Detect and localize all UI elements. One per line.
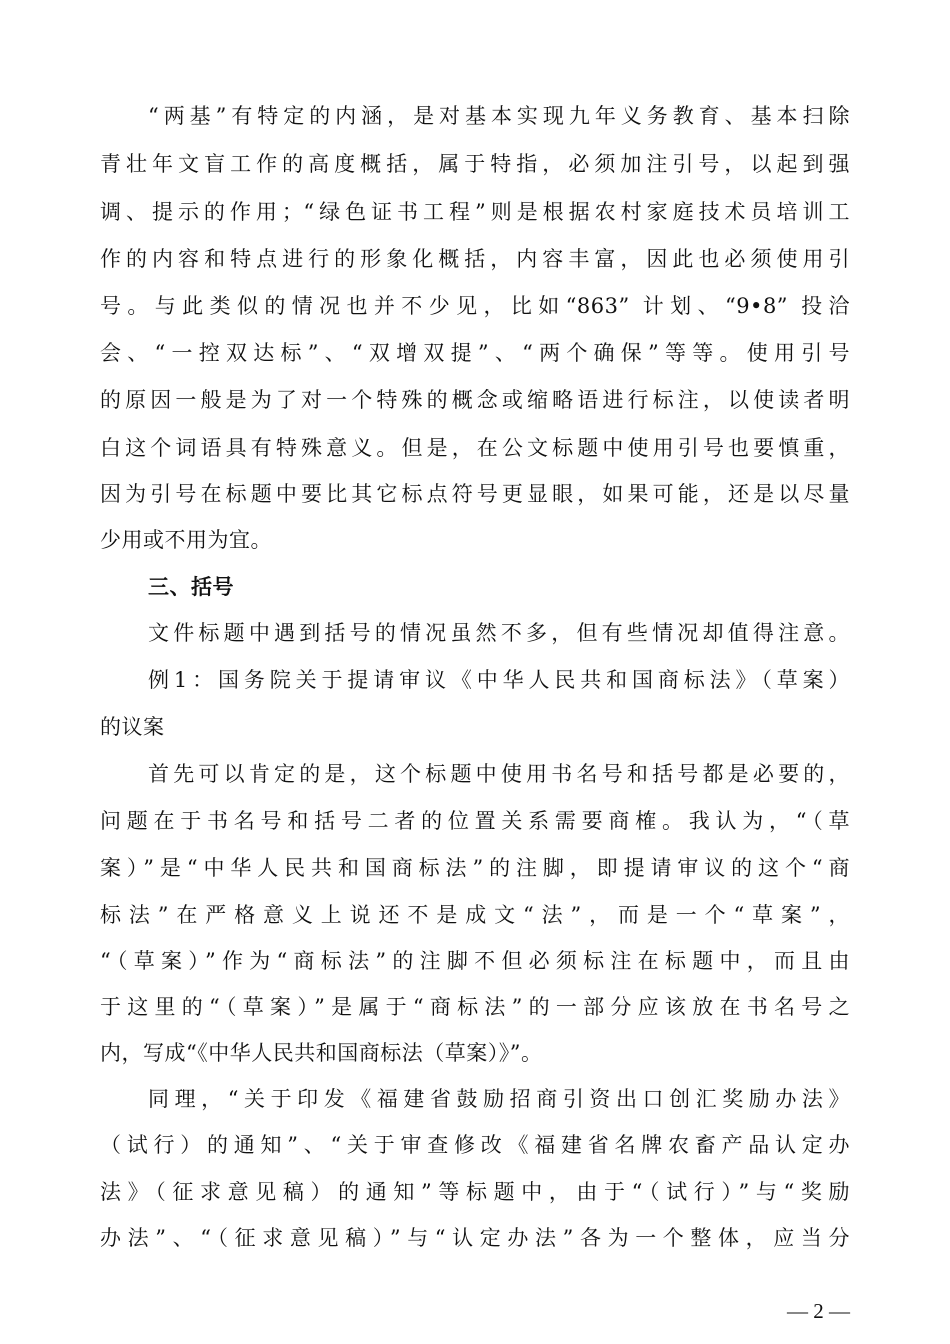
text-line: 标法”在严格意义上说还不是成文“法”，而是一个“草案”， <box>100 903 850 927</box>
text-line: 会、“一控双达标”、“双增双提”、“两个确保”等等。使用引号 <box>100 341 850 365</box>
text-line: （试行）的通知”、“关于审查修改《福建省名牌农畜产品认定办 <box>100 1133 850 1157</box>
text-line: 内，写成“《中华人民共和国商标法（草案）》”。 <box>100 1041 543 1065</box>
text-line: “两基”有特定的内涵，是对基本实现九年义务教育、基本扫除 <box>148 104 850 128</box>
text-line: 办法”、“（征求意见稿）”与“认定办法”各为一个整体，应当分 <box>100 1226 850 1250</box>
text-line: 少用或不用为宜。 <box>100 528 272 552</box>
text-line: 的议案 <box>100 715 165 739</box>
text-line: 青壮年文盲工作的高度概括，属于特指，必须加注引号，以起到强 <box>100 152 850 176</box>
text-line: “（草案）”作为“商标法”的注脚不但必须标注在标题中，而且由 <box>100 949 850 973</box>
section-heading: 三、括号 <box>148 574 234 599</box>
text-line: 因为引号在标题中要比其它标点符号更显眼，如果可能，还是以尽量 <box>100 482 850 506</box>
text-line: 首先可以肯定的是，这个标题中使用书名号和括号都是必要的， <box>148 762 850 786</box>
text-line: 号。与此类似的情况也并不少见，比如“863” 计划、“9•8” 投洽 <box>100 294 850 318</box>
text-line: 法》（征求意见稿）的通知”等标题中，由于“（试行）”与“奖励 <box>100 1180 850 1204</box>
text-line: 于这里的“（草案）”是属于“商标法”的一部分应该放在书名号之 <box>100 995 850 1019</box>
text-line: 调、提示的作用；“绿色证书工程”则是根据农村家庭技术员培训工 <box>100 200 850 224</box>
text-line: 文件标题中遇到括号的情况虽然不多，但有些情况却值得注意。 <box>148 621 850 645</box>
text-line: 问题在于书名号和括号二者的位置关系需要商榷。我认为，“（草 <box>100 809 850 833</box>
page-number: — 2 — <box>787 1299 850 1323</box>
text-line: 的原因一般是为了对一个特殊的概念或缩略语进行标注，以使读者明 <box>100 388 850 412</box>
text-line: 案）”是“中华人民共和国商标法”的注脚，即提请审议的这个“商 <box>100 856 850 880</box>
text-line: 白这个词语具有特殊意义。但是，在公文标题中使用引号也要慎重， <box>100 436 850 460</box>
text-line: 作的内容和特点进行的形象化概括，内容丰富，因此也必须使用引 <box>100 247 850 271</box>
text-line: 同理，“关于印发《福建省鼓励招商引资出口创汇奖励办法》 <box>148 1087 850 1111</box>
text-line: 例1：国务院关于提请审议《中华人民共和国商标法》（草案） <box>148 668 850 692</box>
